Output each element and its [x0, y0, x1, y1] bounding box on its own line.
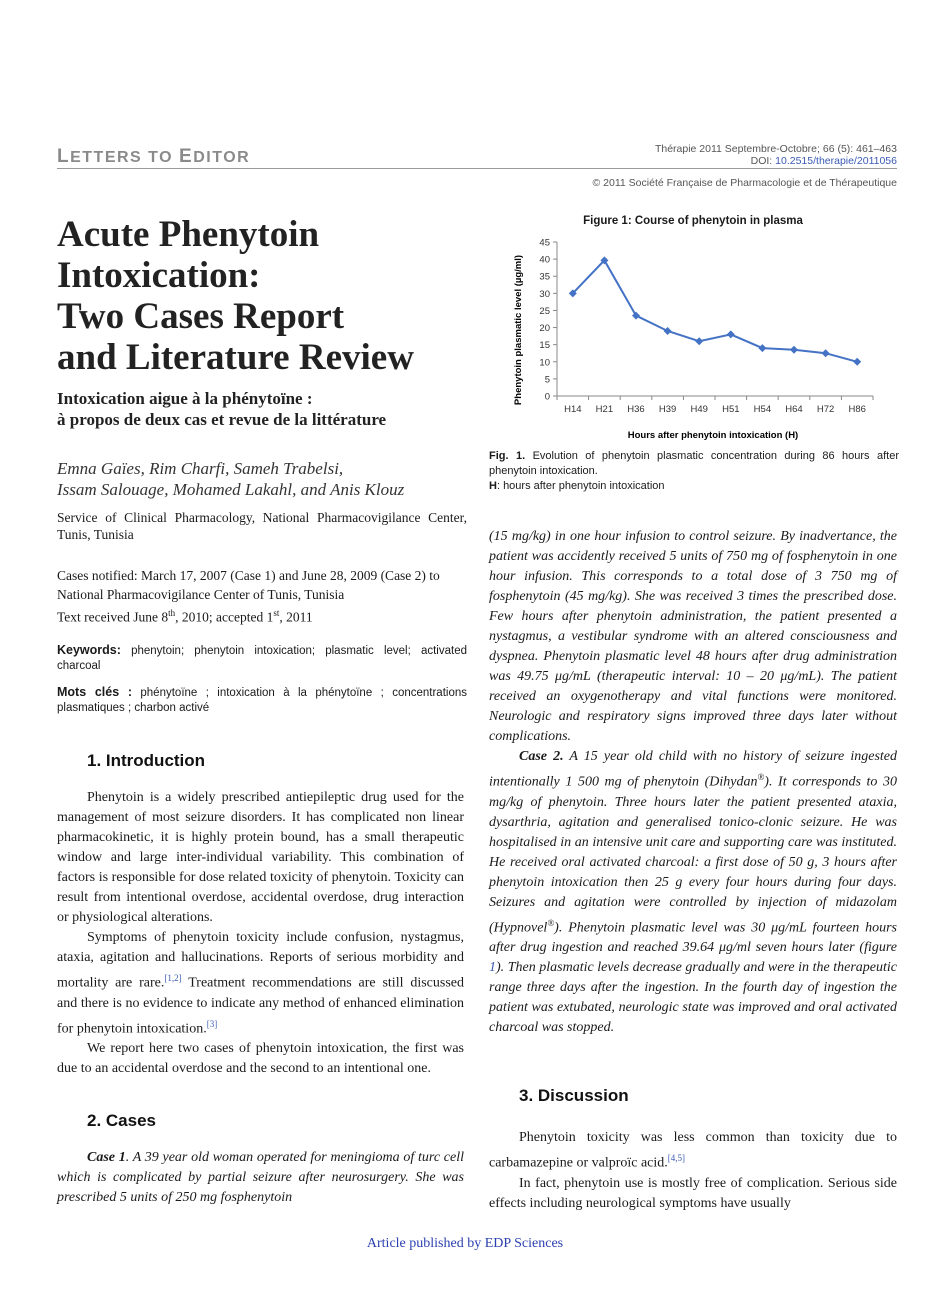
y-tick-label: 5 — [544, 374, 550, 386]
discussion-heading: 3. Discussion — [519, 1086, 629, 1105]
figure-caption: Fig. 1. Evolution of phenytoin plasmatic concentration during 86 hours after phenytoin intoxication. H: hours after phenytoin intoxication — [489, 450, 899, 492]
doi-line: DOI: 10.2515/therapie/2011056 — [750, 155, 897, 167]
cases-heading: 2. Cases — [87, 1111, 156, 1130]
intro-text — [57, 788, 464, 1079]
publisher-footer[interactable]: Article published by EDP Sciences — [366, 1236, 564, 1251]
chart-y-axis-label: Phenytoin plasmatic level (µg/ml) — [513, 254, 524, 406]
x-tick-label: H49 — [690, 404, 708, 415]
data-point — [632, 312, 640, 320]
data-point — [727, 330, 735, 338]
data-point — [853, 358, 861, 366]
y-tick-label: 0 — [544, 391, 550, 403]
x-tick-label: H64 — [785, 404, 803, 415]
chart-series-line — [573, 260, 857, 361]
case1-text: Case 1. A 39 year old woman operated for meningioma of turc cell which is complicated by partial seizure after neurosurgery. She was prescribed 5 units of 250 mg fosphenytoin — [57, 1150, 464, 1205]
copyright: © 2011 Société Française de Pharmacologie et de Thérapeutique — [592, 177, 897, 189]
mots-cles: Mots clés : phénytoïne ; intoxication à la phénytoïne ; concentrations plasmatiques ; charbon activé — [57, 685, 467, 714]
discussion-paragraph-1: Phenytoin toxicity was less common than toxicity due to carbamazepine or valproïc acid.[4,5] — [489, 1130, 897, 1171]
keywords: Keywords: phenytoin; phenytoin intoxication; plasmatic level; activated charcoal — [57, 643, 467, 672]
received-dates: Text received June 8th, 2010; accepted 1st, 2011 — [57, 608, 313, 625]
intro-heading: 1. Introduction — [87, 751, 206, 770]
y-tick-label: 40 — [539, 254, 550, 266]
case2-label: Case 2. — [519, 749, 564, 764]
article-subtitle: Intoxication aigue à la phénytoïne : à propos de deux cas et revue de la littérature — [57, 389, 387, 429]
x-tick-label: H36 — [627, 404, 645, 415]
citation-link[interactable]: [3] — [206, 1018, 218, 1029]
citation-link[interactable]: [1,2] — [164, 973, 182, 983]
cases-notified: Cases notified: March 17, 2007 (Case 1) and June 28, 2009 (Case 2) to National Pharmacovigilance Center of Tunis, Tunisia Text received June 8th, 2010; accepted 1st, 2011 — [57, 566, 467, 627]
y-tick-label: 35 — [539, 271, 550, 283]
intro-paragraph-3: We report here two cases of phenytoin intoxication, the first was due to an accidental overdose and the second to an intentional one. — [57, 1041, 464, 1077]
data-point — [758, 344, 766, 352]
chart-x-axis-label: Hours after phenytoin intoxication (H) — [627, 430, 799, 441]
header-rule — [57, 168, 897, 169]
journal-info — [655, 143, 897, 167]
y-tick-label: 10 — [539, 357, 550, 369]
section-tag: LETTERS TO EDITOR — [57, 146, 251, 167]
journal-citation: Thérapie 2011 Septembre-Octobre; 66 (5): 461–463 — [654, 143, 897, 155]
intro-paragraph-2: Symptoms of phenytoin toxicity include confusion, nystagmus, ataxia, agitation and hallucinations. Reports of serious morbidity and mortality are rare.[1,2] Treatment recommendations are still discussed and there is no evidence to indicate any method of enhanced elimination for phenytoin intoxication.[3] — [57, 930, 464, 1037]
case-reports-continued — [489, 527, 897, 1038]
affiliation: Service of Clinical Pharmacology, National Pharmacovigilance Center, Tunis, Tunisia — [57, 510, 467, 542]
x-tick-label: H21 — [595, 404, 614, 415]
y-tick-label: 20 — [539, 323, 550, 335]
y-tick-label: 30 — [539, 288, 550, 300]
citation-link[interactable]: [4,5] — [667, 1153, 686, 1163]
x-tick-label: H86 — [848, 404, 866, 415]
x-tick-label: H14 — [564, 404, 582, 415]
authors: Emna Gaïes, Rim Charfi, Sameh Trabelsi, Issam Salouage, Mohamed Lakahl, and Anis Klouz — [57, 459, 405, 499]
x-tick-label: H54 — [753, 404, 772, 415]
case1-continued: (15 mg/kg) in one hour infusion to control seizure. By inadvertance, the patient was accidently received 5 units of 750 mg of fosphenytoin in one hour infusion. This corresponds to a total dose of 3 750 mg of fosphenytoin (45 mg/kg). She was received 3 times the prescribed dose. Few hours after phenytoin administration, the patient presented a nystagmus, a vestibular syndrome with an altered consciousness and dyspnea. Phenytoin plasmatic level 48 hours after drug administration was 49.75 μg/mL (therapeutic interval: 10 – 20 μg/mL). The patient received an oxygenotherapy and vital functions were monitored. Neurologic and respiratory signs improved three days later without complications. — [489, 529, 897, 744]
y-tick-label: 25 — [539, 305, 550, 317]
data-point — [822, 349, 830, 357]
doi-link[interactable]: 10.2515/therapie/2011056 — [775, 155, 897, 167]
article-title: Acute Phenytoin Intoxication: Two Cases Report and Literature Review — [57, 214, 414, 378]
intro-paragraph-1: Phenytoin is a widely prescribed antiepileptic drug used for the management of most seizure disorders. It has complicated non linear pharmacokinetic, it is highly protein bound, has a small therapeutic window and large inter-individual variability. This combination of factors is responsible for dose related toxicity of phenytoin. Toxicity can result from intentional overdose, accidental overdose, drug interaction or physiological alterations. — [57, 790, 464, 925]
y-tick-label: 45 — [539, 237, 550, 249]
phenytoin-chart — [488, 232, 908, 444]
x-tick-label: H39 — [658, 404, 677, 415]
data-point — [695, 337, 703, 345]
x-tick-label: H51 — [722, 404, 740, 415]
discussion-paragraph-2: In fact, phenytoin use is mostly free of complication. Serious side effects including neurological symptoms have usually — [489, 1175, 897, 1211]
y-tick-label: 15 — [539, 340, 550, 352]
chart-title: Figure 1: Course of phenytoin in plasma — [583, 215, 803, 227]
discussion-text — [489, 1128, 897, 1214]
data-point — [790, 346, 798, 354]
figure-link[interactable]: 1 — [489, 960, 496, 976]
data-point — [664, 327, 672, 335]
case1-label: Case 1 — [87, 1150, 126, 1165]
case2-paragraph: Case 2. A 15 year old child with no history of seizure ingested intentionally 1 500 mg of phenytoin (Dihydan®). It corresponds to 30 mg/kg of phenytoin. Three hours later the patient presented ataxia, dysarthria, agitation and generalised tonico-clonic seizure. He was hospitalised in an intensive unit care and supporting care was instituted. He received oral activated charcoal: a first dose of 50 g, 3 hours after phenytoin intoxication then 25 g every four hours during four days. Seizures and agitation were controlled by injection of midazolam (Hypnovel®). Phenytoin plasmatic level was 30 μg/mL fourteen hours after drug ingestion and reached 39.64 μg/ml seven hours later (figure 1). Then plasmatic levels decrease gradually and were in the therapeutic range three days after the ingestion. In the fourth day of ingestion the patient was extubated, neurologic state was improved and oral activated charcoal was stopped. — [489, 749, 898, 1036]
x-tick-label: H72 — [816, 404, 835, 415]
